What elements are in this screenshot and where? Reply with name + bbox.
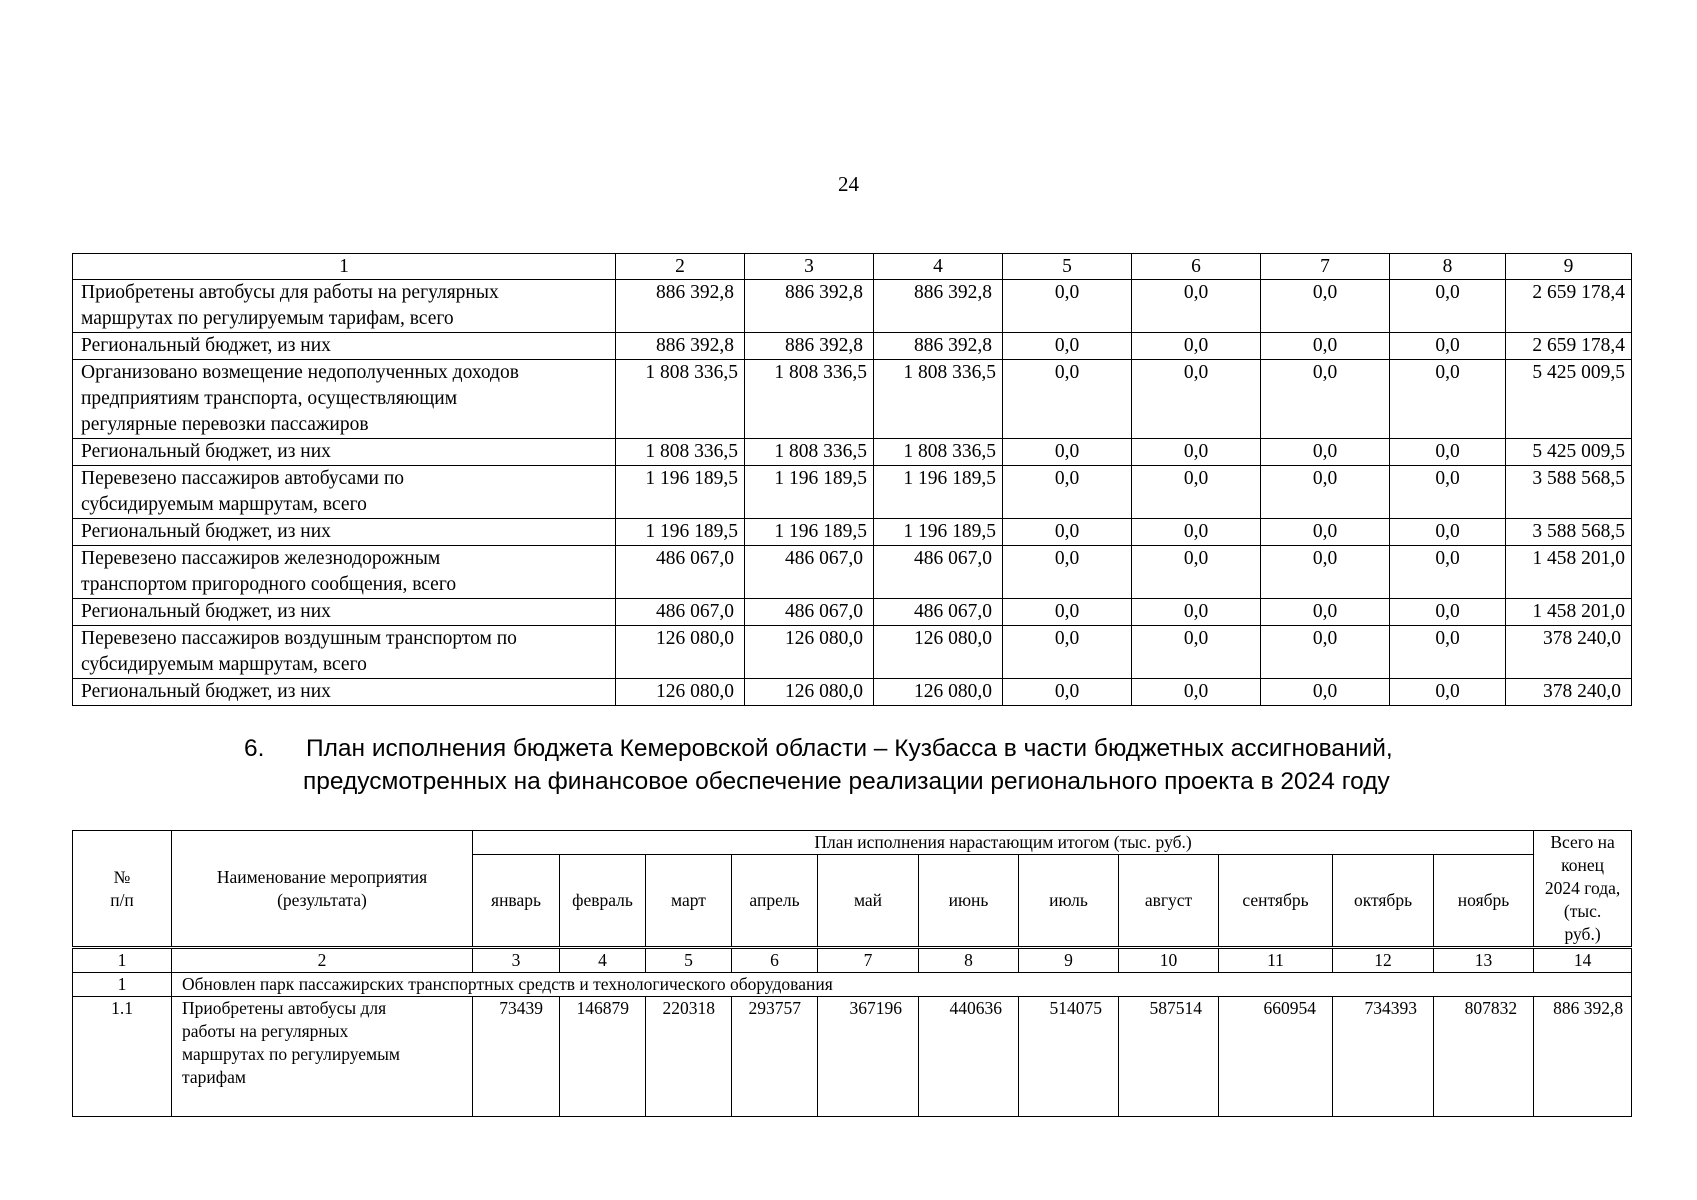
month-header-cell: сентябрь — [1219, 855, 1333, 948]
value-cell: 886 392,8 — [874, 280, 1003, 333]
column-index-cell: 2 — [172, 948, 473, 973]
table-row — [73, 599, 1632, 626]
table-row — [73, 439, 1632, 466]
value-cell: 486 067,0 — [874, 546, 1003, 599]
item-no-cell: 1.1 — [73, 997, 172, 1117]
row-name-cell — [73, 360, 616, 439]
table-row — [73, 679, 1632, 706]
month-header-cell: май — [818, 855, 919, 948]
page-number: 24 — [838, 172, 859, 196]
value-cell: 0,0 — [1132, 626, 1261, 679]
value-cell: 0,0 — [1261, 360, 1390, 439]
table-row — [73, 546, 1632, 599]
value-cell: 1 808 336,5 — [745, 439, 874, 466]
value-cell: 0,0 — [1390, 360, 1506, 439]
value-cell: 0,0 — [1261, 333, 1390, 360]
value-cell: 0,0 — [1003, 439, 1132, 466]
month-header-cell: ноябрь — [1434, 855, 1534, 948]
item-name-line: работы на регулярных — [182, 1021, 349, 1041]
value-cell: 0,0 — [1132, 599, 1261, 626]
column-number-cell: 3 — [745, 254, 874, 280]
column-number-cell: 6 — [1132, 254, 1261, 280]
value-cell: 0,0 — [1261, 466, 1390, 519]
value-cell: 5 425 009,5 — [1506, 439, 1632, 466]
value-cell: 486 067,0 — [874, 599, 1003, 626]
row-name-cell — [73, 599, 616, 626]
month-header-cell: октябрь — [1333, 855, 1434, 948]
item-total-cell: 886 392,8 — [1534, 997, 1632, 1117]
value-cell: 0,0 — [1003, 360, 1132, 439]
month-value-cell: 807832 — [1434, 997, 1534, 1117]
value-cell: 1 808 336,5 — [616, 360, 745, 439]
column-index-cell: 12 — [1333, 948, 1434, 973]
value-cell: 0,0 — [1003, 599, 1132, 626]
value-cell: 486 067,0 — [616, 546, 745, 599]
row-name-line: Региональный бюджет, из них — [81, 335, 331, 356]
table-row — [73, 626, 1632, 679]
row-name-line: Региональный бюджет, из них — [81, 441, 331, 462]
value-cell: 378 240,0 — [1506, 679, 1632, 706]
value-cell: 0,0 — [1390, 679, 1506, 706]
table-row — [73, 519, 1632, 546]
row-name-cell — [73, 546, 616, 599]
row-name-cell — [73, 280, 616, 333]
column-index-cell: 9 — [1019, 948, 1119, 973]
value-cell: 3 588 568,5 — [1506, 519, 1632, 546]
value-cell: 486 067,0 — [745, 599, 874, 626]
header-no-line1: № — [113, 866, 131, 887]
header-total-line: Всего на — [1550, 832, 1615, 852]
column-number-cell: 1 — [73, 254, 616, 280]
row-name-line: Региональный бюджет, из них — [81, 521, 331, 542]
value-cell: 0,0 — [1261, 280, 1390, 333]
header-total-line: 2024 года, — [1544, 878, 1621, 898]
table-row — [73, 280, 1632, 333]
value-cell: 0,0 — [1132, 333, 1261, 360]
row-name-line: транспортом пригородного сообщения, всего — [81, 574, 457, 595]
row-name-line: субсидируемым маршрутам, всего — [81, 494, 367, 515]
column-index-cell: 1 — [73, 948, 172, 973]
value-cell: 1 196 189,5 — [616, 466, 745, 519]
column-index-cell: 5 — [646, 948, 732, 973]
column-index-cell: 6 — [732, 948, 818, 973]
value-cell: 1 808 336,5 — [616, 439, 745, 466]
value-cell: 1 196 189,5 — [874, 519, 1003, 546]
value-cell: 126 080,0 — [874, 679, 1003, 706]
section-title-line2: предусмотренных на финансовое обеспечение реализации регионального проекта в 2024 году — [303, 768, 1390, 795]
row-name-line: субсидируемым маршрутам, всего — [81, 654, 367, 675]
value-cell: 0,0 — [1390, 519, 1506, 546]
value-cell: 0,0 — [1390, 599, 1506, 626]
month-value-cell: 146879 — [560, 997, 646, 1117]
value-cell: 0,0 — [1132, 439, 1261, 466]
value-cell: 1 196 189,5 — [745, 466, 874, 519]
value-cell: 0,0 — [1390, 626, 1506, 679]
header-name-cell — [172, 831, 473, 948]
header-name-line2: (результата) — [277, 889, 367, 910]
value-cell: 0,0 — [1132, 466, 1261, 519]
row-name-line: предприятиям транспорта, осуществляющим — [81, 388, 458, 409]
header-total-line: руб.) — [1564, 924, 1601, 944]
table-row — [73, 466, 1632, 519]
month-header-cell: февраль — [560, 855, 646, 948]
header-name-line1: Наименование мероприятия — [216, 866, 428, 887]
value-cell: 126 080,0 — [616, 626, 745, 679]
value-cell: 0,0 — [1261, 439, 1390, 466]
value-cell: 126 080,0 — [745, 626, 874, 679]
value-cell: 2 659 178,4 — [1506, 333, 1632, 360]
row-name-line: Региональный бюджет, из них — [81, 601, 331, 622]
value-cell: 0,0 — [1261, 546, 1390, 599]
column-index-cell: 8 — [919, 948, 1019, 973]
month-value-cell: 220318 — [646, 997, 732, 1117]
column-number-cell: 7 — [1261, 254, 1390, 280]
value-cell: 1 196 189,5 — [745, 519, 874, 546]
row-name-cell — [73, 679, 616, 706]
value-cell: 126 080,0 — [616, 679, 745, 706]
value-cell: 886 392,8 — [874, 333, 1003, 360]
month-header-cell: март — [646, 855, 732, 948]
column-index-cell: 3 — [473, 948, 560, 973]
section-title-line1: План исполнения бюджета Кемеровской области – Кузбасса в части бюджетных ассигнований, — [306, 735, 1393, 762]
month-value-cell: 367196 — [818, 997, 919, 1117]
group-no-cell: 1 — [73, 973, 172, 997]
header-no-line2: п/п — [110, 889, 134, 910]
row-name-line: Перевезено пассажиров воздушным транспортом по — [81, 628, 517, 649]
value-cell: 1 458 201,0 — [1506, 599, 1632, 626]
column-number-cell: 8 — [1390, 254, 1506, 280]
column-index-cell: 11 — [1219, 948, 1333, 973]
table-row — [73, 360, 1632, 439]
item-name-line: маршрутах по регулируемым — [182, 1044, 400, 1064]
value-cell: 886 392,8 — [616, 333, 745, 360]
month-value-cell: 587514 — [1119, 997, 1219, 1117]
value-cell: 378 240,0 — [1506, 626, 1632, 679]
value-cell: 0,0 — [1132, 360, 1261, 439]
value-cell: 0,0 — [1390, 439, 1506, 466]
value-cell: 0,0 — [1390, 546, 1506, 599]
budget-plan-table — [72, 830, 1632, 1117]
row-name-cell — [73, 466, 616, 519]
table-header-row — [73, 254, 1632, 280]
value-cell: 0,0 — [1003, 626, 1132, 679]
value-cell: 486 067,0 — [745, 546, 874, 599]
column-number-cell: 4 — [874, 254, 1003, 280]
value-cell: 0,0 — [1390, 333, 1506, 360]
value-cell: 1 808 336,5 — [874, 439, 1003, 466]
month-value-cell: 514075 — [1019, 997, 1119, 1117]
value-cell: 2 659 178,4 — [1506, 280, 1632, 333]
column-index-cell: 7 — [818, 948, 919, 973]
column-index-cell: 13 — [1434, 948, 1534, 973]
value-cell: 0,0 — [1003, 333, 1132, 360]
value-cell: 0,0 — [1132, 679, 1261, 706]
section-number: 6. — [244, 735, 265, 762]
month-header-cell: июль — [1019, 855, 1119, 948]
value-cell: 1 196 189,5 — [874, 466, 1003, 519]
results-table — [72, 253, 1632, 706]
row-name-line: маршрутах по регулируемым тарифам, всего — [81, 308, 454, 329]
header-total-line: (тыс. — [1563, 901, 1602, 921]
value-cell: 886 392,8 — [616, 280, 745, 333]
month-header-cell: апрель — [732, 855, 818, 948]
value-cell: 0,0 — [1261, 679, 1390, 706]
row-name-cell — [73, 333, 616, 360]
header-no-cell — [73, 831, 172, 948]
value-cell: 0,0 — [1132, 519, 1261, 546]
row-name-cell — [73, 626, 616, 679]
value-cell: 3 588 568,5 — [1506, 466, 1632, 519]
header-plan-cell: План исполнения нарастающим итогом (тыс. руб.) — [473, 831, 1534, 855]
row-name-line: Приобретены автобусы для работы на регулярных — [81, 282, 499, 303]
value-cell: 0,0 — [1003, 679, 1132, 706]
group-title-cell: Обновлен парк пассажирских транспортных средств и технологического оборудования — [172, 973, 1632, 997]
value-cell: 886 392,8 — [745, 333, 874, 360]
column-number-cell: 9 — [1506, 254, 1632, 280]
value-cell: 1 458 201,0 — [1506, 546, 1632, 599]
column-index-cell: 10 — [1119, 948, 1219, 973]
value-cell: 0,0 — [1003, 519, 1132, 546]
row-name-cell — [73, 519, 616, 546]
column-index-cell: 4 — [560, 948, 646, 973]
column-number-cell: 2 — [616, 254, 745, 280]
value-cell: 486 067,0 — [616, 599, 745, 626]
column-index-cell: 14 — [1534, 948, 1632, 973]
value-cell: 1 196 189,5 — [616, 519, 745, 546]
value-cell: 0,0 — [1390, 466, 1506, 519]
month-header-cell: август — [1119, 855, 1219, 948]
value-cell: 0,0 — [1390, 280, 1506, 333]
month-value-cell: 73439 — [473, 997, 560, 1117]
row-name-line: Региональный бюджет, из них — [81, 681, 331, 702]
month-header-cell: июнь — [919, 855, 1019, 948]
column-number-cell: 5 — [1003, 254, 1132, 280]
month-value-cell: 440636 — [919, 997, 1019, 1117]
item-name-cell — [172, 997, 473, 1117]
value-cell: 126 080,0 — [745, 679, 874, 706]
value-cell: 0,0 — [1261, 599, 1390, 626]
value-cell: 5 425 009,5 — [1506, 360, 1632, 439]
value-cell: 0,0 — [1003, 546, 1132, 599]
table-row — [73, 333, 1632, 360]
value-cell: 0,0 — [1261, 626, 1390, 679]
value-cell: 0,0 — [1132, 546, 1261, 599]
value-cell: 0,0 — [1003, 280, 1132, 333]
month-value-cell: 293757 — [732, 997, 818, 1117]
row-name-line: Перевезено пассажиров железнодорожным — [81, 548, 441, 569]
month-value-cell: 660954 — [1219, 997, 1333, 1117]
value-cell: 886 392,8 — [745, 280, 874, 333]
row-name-line: Перевезено пассажиров автобусами по — [81, 468, 405, 489]
month-value-cell: 734393 — [1333, 997, 1434, 1117]
header-total-line: конец — [1561, 855, 1605, 875]
value-cell: 0,0 — [1003, 466, 1132, 519]
value-cell: 1 808 336,5 — [745, 360, 874, 439]
item-name-line: Приобретены автобусы для — [182, 998, 387, 1018]
value-cell: 1 808 336,5 — [874, 360, 1003, 439]
value-cell: 0,0 — [1132, 280, 1261, 333]
header-total-cell — [1534, 831, 1632, 948]
value-cell: 0,0 — [1261, 519, 1390, 546]
row-name-line: Организовано возмещение недополученных доходов — [81, 362, 519, 383]
value-cell: 126 080,0 — [874, 626, 1003, 679]
row-name-line: регулярные перевозки пассажиров — [81, 414, 369, 435]
row-name-cell — [73, 439, 616, 466]
item-name-line: тарифам — [182, 1067, 246, 1087]
month-header-cell: январь — [473, 855, 560, 948]
